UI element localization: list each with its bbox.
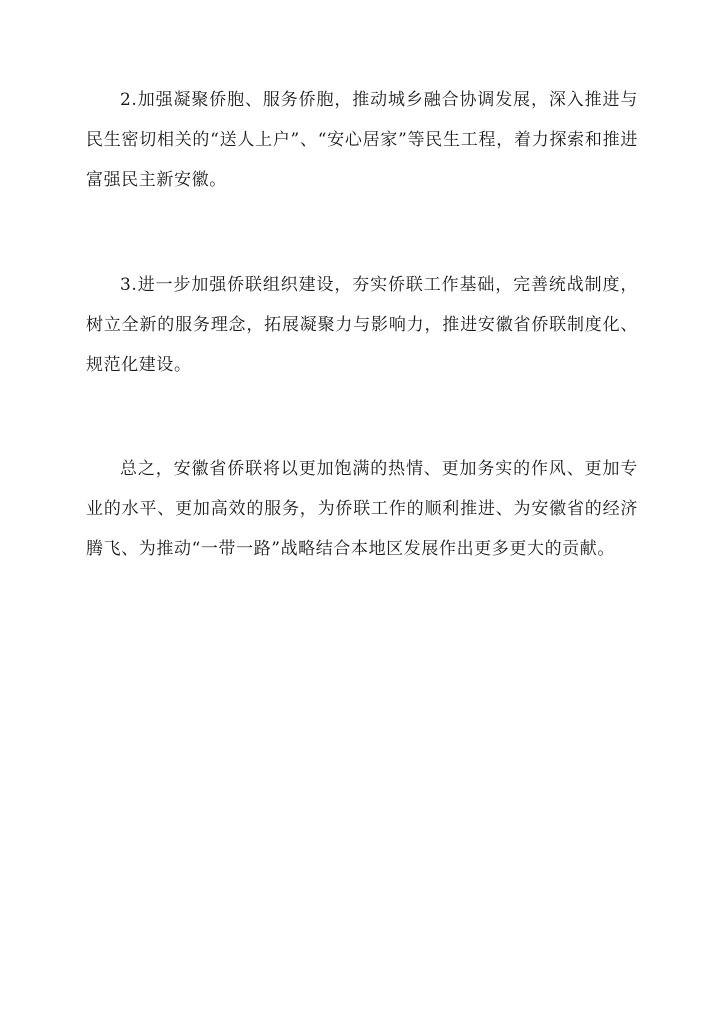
paragraph-conclusion: 总之，安徽省侨联将以更加饱满的热情、更加务实的作风、更加专业的水平、更加高效的服务，为侨联工作的顺利推进、为安徽省的经济腾飞、为推动“一带一路”战略结合本地区发展作出更多更大的贡献。 xyxy=(86,459,638,559)
paragraph-item-2: 2.加强凝聚侨胞、服务侨胞，推动城乡融合协调发展，深入推进与民生密切相关的“送人上户”、“安心居家”等民生工程，着力探索和推进富强民主新安徽。 xyxy=(86,90,638,190)
paragraph-item-3: 3.进一步加强侨联组织建设，夯实侨联工作基础，完善统战制度，树立全新的服务理念，拓展凝聚力与影响力，推进安徽省侨联制度化、规范化建设。 xyxy=(86,275,638,375)
